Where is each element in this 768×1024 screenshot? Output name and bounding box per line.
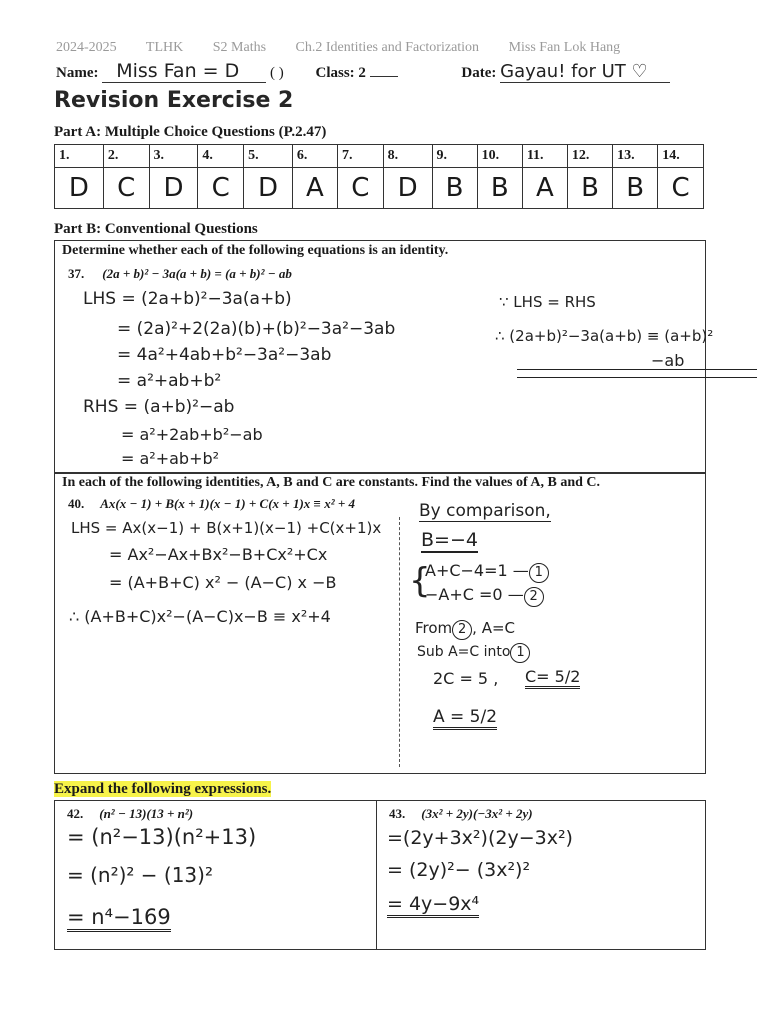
mc-number: 9.	[432, 145, 477, 168]
mc-answer: B	[567, 168, 612, 209]
q40-right-line	[415, 619, 515, 640]
expand-heading: Expand the following expressions.	[54, 781, 272, 797]
q40-a-answer: A = 5/2	[433, 707, 497, 730]
mc-answer: C	[103, 168, 149, 209]
worksheet-header	[56, 40, 646, 56]
q40-from-text: From	[415, 619, 453, 637]
name-value: Miss Fan = D	[102, 60, 266, 83]
expand-divider	[376, 801, 377, 949]
mc-answer: C	[658, 168, 704, 209]
question-37-box	[54, 240, 714, 474]
name-label: Name:	[56, 65, 99, 81]
q37-conclusion-line: −ab	[651, 351, 685, 370]
mc-number: 11.	[522, 145, 567, 168]
mc-answer: C	[337, 168, 383, 209]
q37-answer-underline	[517, 369, 757, 370]
mc-answer: A	[522, 168, 567, 209]
mc-number: 13.	[613, 145, 658, 168]
mc-number: 2.	[103, 145, 149, 168]
q40-right-line: B=−4	[421, 529, 478, 551]
mc-answer: D	[149, 168, 198, 209]
mc-answer: D	[383, 168, 432, 209]
q40-system-eq	[425, 585, 544, 607]
q37-work-line: = (2a)²+2(2a)(b)+(b)²−3a²−3ab	[117, 319, 396, 339]
mc-number: 3.	[149, 145, 198, 168]
q37-work-line: = a²+ab+b²	[117, 371, 222, 391]
mc-answer-table	[54, 144, 704, 209]
q40-work-line: ∴ (A+B+C)x²−(A−C)x−B ≡ x²+4	[69, 607, 331, 626]
q40-right-line: By comparison,	[419, 501, 551, 521]
mc-answer: B	[477, 168, 522, 209]
q37-prompt	[68, 265, 292, 283]
q40-brace: {	[409, 561, 431, 601]
q37-work-line: = a²+2ab+b²−ab	[121, 425, 263, 444]
q37-conclusion-line: ∵ LHS = RHS	[499, 293, 596, 311]
class-blank	[370, 76, 398, 77]
q43-answer: = 4y−9x⁴	[387, 893, 479, 918]
q43-prompt	[389, 805, 533, 823]
q40-sub-text: Sub A=C into	[417, 644, 511, 660]
q37-number: 37.	[68, 266, 85, 281]
q37-intro: Determine whether each of the following equations is an identity.	[62, 243, 449, 258]
page-title: Revision Exercise 2	[54, 88, 294, 113]
q40-eq-marker: 1	[529, 563, 549, 583]
date-value: Gayau! for UT ♡	[500, 61, 670, 83]
header-school: TLHK	[145, 40, 184, 55]
q37-work-line: = a²+ab+b²	[121, 449, 220, 468]
header-teacher: Miss Fan Lok Hang	[508, 40, 621, 55]
q43-work-line: =(2y+3x²)(2y−3x²)	[387, 827, 573, 849]
q40-right-line	[417, 643, 530, 663]
header-course: S2 Maths	[212, 40, 267, 55]
q43-work-line: = (2y)²− (3x²)²	[387, 859, 531, 881]
q37-work-line: RHS = (a+b)²−ab	[83, 397, 235, 417]
q40-eq-marker: 1	[510, 643, 530, 663]
q37-equation: (2a + b)² − 3a(a + b) = (a + b)² − ab	[102, 266, 292, 281]
mc-answer: D	[244, 168, 293, 209]
student-info-row	[56, 60, 716, 86]
class-number-paren: ( )	[269, 65, 284, 81]
q40-c-answer: C= 5/2	[525, 667, 580, 689]
mc-answer: D	[55, 168, 104, 209]
q40-eq-marker: 2	[524, 587, 544, 607]
part-a-heading: Part A: Multiple Choice Questions (P.2.47)	[54, 124, 327, 140]
mc-number: 7.	[337, 145, 383, 168]
q40-eq-marker: 2	[452, 620, 472, 640]
class-label: Class: 2	[315, 65, 366, 81]
q40-prompt	[68, 495, 355, 513]
mc-number: 10.	[477, 145, 522, 168]
q37-answer-underline	[517, 377, 757, 378]
q42-expr: (n² − 13)(13 + n²)	[99, 806, 194, 821]
mc-number: 5.	[244, 145, 293, 168]
mc-answer: B	[432, 168, 477, 209]
expand-heading-wrap	[54, 781, 271, 798]
mc-answer-row	[55, 168, 704, 209]
q40-work-line: LHS = Ax(x−1) + B(x+1)(x−1) +C(x+1)x	[71, 519, 382, 537]
header-chapter: Ch.2 Identities and Factorization	[295, 40, 480, 55]
part-b-heading: Part B: Conventional Questions	[54, 221, 258, 237]
q42-number: 42.	[67, 806, 84, 821]
q42-work-line: = (n²−13)(n²+13)	[67, 825, 257, 849]
q40-right-line: 2C = 5 ,	[433, 669, 499, 688]
question-40-box	[54, 472, 706, 774]
q40-number: 40.	[68, 496, 85, 511]
q37-work-line: = 4a²+4ab+b²−3a²−3ab	[117, 345, 332, 365]
mc-number: 6.	[292, 145, 337, 168]
mc-number: 4.	[198, 145, 244, 168]
header-year: 2024-2025	[56, 40, 117, 55]
q42-prompt	[67, 805, 193, 823]
date-label: Date:	[461, 65, 497, 81]
q43-number: 43.	[389, 806, 406, 821]
q40-from-result: , A=C	[472, 619, 516, 637]
mc-answer: B	[613, 168, 658, 209]
mc-number: 8.	[383, 145, 432, 168]
q37-work-line: LHS = (2a+b)²−3a(a+b)	[83, 289, 292, 309]
mc-number-row	[55, 145, 704, 168]
q40-system-eq-text: −A+C =0 —	[425, 585, 524, 604]
mc-number: 12.	[567, 145, 612, 168]
q40-equation: Ax(x − 1) + B(x + 1)(x − 1) + C(x + 1)x ≡ x² + 4	[100, 496, 355, 511]
q42-answer: = n⁴−169	[67, 905, 171, 932]
q40-work-line: = Ax²−Ax+Bx²−B+Cx²+Cx	[109, 545, 328, 564]
q40-system-eq-text: A+C−4=1 —	[425, 561, 529, 580]
mc-number: 1.	[55, 145, 104, 168]
mc-number: 14.	[658, 145, 704, 168]
q40-intro: In each of the following identities, A, B and C are constants. Find the values of A, B and C.	[62, 475, 601, 490]
q37-conclusion-line: ∴ (2a+b)²−3a(a+b) ≡ (a+b)²	[495, 327, 714, 345]
q42-work-line: = (n²)² − (13)²	[67, 863, 213, 887]
q43-expr: (3x² + 2y)(−3x² + 2y)	[421, 806, 533, 821]
q40-divider	[399, 517, 400, 767]
expand-box	[54, 800, 706, 950]
q40-work-line: = (A+B+C) x² − (A−C) x −B	[109, 573, 337, 592]
mc-answer: C	[198, 168, 244, 209]
mc-answer: A	[292, 168, 337, 209]
q40-system-eq	[425, 561, 549, 583]
